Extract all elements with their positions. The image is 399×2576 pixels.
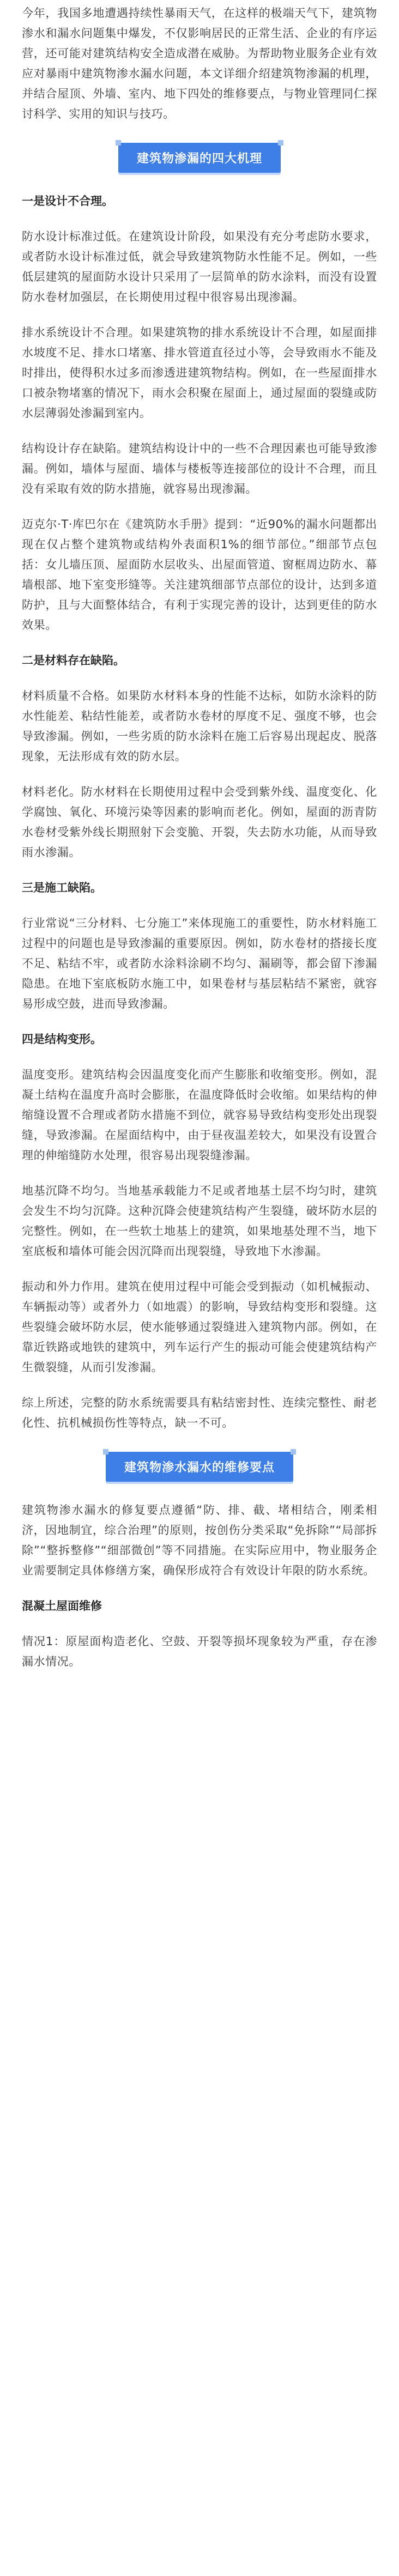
section-banner-repair: [22, 1448, 377, 1485]
subheading-construction: 三是施工缺陷。: [22, 881, 102, 894]
paragraph: 振动和外力作用。建筑在使用过程中可能会受到振动（如机械振动、车辆振动等）或者外力（如地震）的影响，导致结构变形和裂缝。这些裂缝会破坏防水层，使水能够通过裂缝进入建筑物内部。例如，在靠近铁路或地铁的建筑中，列车运行产生的振动可能会使建筑结构产生微裂缝，从而引发渗漏。: [22, 1280, 377, 1374]
paragraph: 地基沉降不均匀。当地基承载能力不足或者地基土层不均匀时，建筑会发生不均匀沉降。这种沉降会使建筑结构产生裂缝，破坏防水层的完整性。例如，在一些软土地基上的建筑，如果地基处理不当，地下室底板和墙体可能会因沉降而出现裂缝，导致地下水渗漏。: [22, 1184, 377, 1258]
paragraph: 温度变形。建筑结构会因温度变化而产生膨胀和收缩变形。例如，混凝土结构在温度升高时会膨胀，在温度降低时会收缩。如果结构的伸缩缝设置不合理或者防水措施不到位，就容易导致结构变形处出现裂缝，导致渗漏。在屋面结构中，由于昼夜温差较大，如果没有设置合理的伸缩缝防水处理，很容易出现裂缝渗漏。: [22, 1068, 377, 1162]
subheading-design: 一是设计不合理。: [22, 195, 113, 208]
paragraph: 材料质量不合格。如果防水材料本身的性能不达标，如防水涂料的防水性能差、粘结性能差，或者防水卷材的厚度不足、强度不够，也会导致渗漏。例如，一些劣质的防水涂料在施工后容易出现起皮、脱落现象，无法形成有效的防水层。: [22, 689, 377, 763]
paragraph: 材料老化。防水材料在长期使用过程中会受到紫外线、温度变化、化学腐蚀、氧化、环境污染等因素的影响而老化。例如，屋面的沥青防水卷材受紫外线长期照射下会变脆、开裂，失去防水功能，从而导致雨水渗漏。: [22, 785, 377, 859]
paragraph: 迈克尔·T·库巴尔在《建筑防水手册》提到：“近90%的漏水问题都出现在仅占整个建筑物或结构外表面积1%的细节部位。”细部节点包括：女儿墙压顶、屋面防水层收头、出屋面管道、窗框周边防水、幕墙根部、地下室变形缝等。关注建筑细部节点部位的设计，达到多道防护，且与大面整体结合，有利于实现完善的设计，达到更佳的防水效果。: [22, 518, 377, 632]
paragraph: 排水系统设计不合理。如果建筑物的排水系统设计不合理，如屋面排水坡度不足、排水口堵塞、排水管道直径过小等，会导致雨水不能及时排出，使得积水过多而渗透进建筑物结构。例如，在一些屋面排水口被杂物堵塞的情况下，雨水会积聚在屋面上，通过屋面的裂缝或防水层薄弱处渗漏到室内。: [22, 326, 377, 420]
section-banner-mechanisms: [22, 140, 377, 176]
paragraph: 行业常说“三分材料、七分施工”来体现施工的重要性，防水材料施工过程中的问题也是导致渗漏的重要原因。例如，防水卷材的搭接长度不足、粘结不牢，或者防水涂料涂刷不均匀、漏刷等，都会留下渗漏隐患。在地下室底板防水施工中，如果卷材与基层粘结不紧密，就容易形成空鼓，进而导致渗漏。: [22, 917, 377, 1010]
subheading-materials: 二是材料存在缺陷。: [22, 654, 125, 667]
intro-paragraph: 今年，我国多地遭遇持续性暴雨天气，在这样的极端天气下，建筑物渗水和漏水问题集中爆发，不仅影响居民的正常生活、企业的有序运营，还可能对建筑结构安全造成潜在威胁。为帮助物业服务企业有效应对暴雨中建筑物渗水漏水问题，本文详细介绍建筑物渗漏的机理，并结合屋顶、外墙、室内、地下四处的维修要点，与物业管理同仁探讨科学、实用的知识与技巧。: [22, 7, 377, 120]
paragraph: 结构设计存在缺陷。建筑结构设计中的一些不合理因素也可能导致渗漏。例如，墙体与屋面、墙体与楼板等连接部位的设计不合理，而且没有采取有效的防水措施，就容易出现渗漏。: [22, 442, 377, 495]
paragraph: 情况1：原屋面构造老化、空鼓、开裂等损坏现象较为严重，存在渗漏水情况。: [22, 1635, 377, 1668]
section-title: 建筑物渗漏的四大机理: [118, 143, 281, 173]
paragraph: 防水设计标准过低。在建筑设计阶段，如果没有充分考虑防水要求，或者防水设计标准过低，就会导致建筑物防水性能不足。例如，一些低层建筑的屋面防水设计只采用了一层简单的防水涂料，而没有设置防水卷材加强层，在长期使用过程中很容易出现渗漏。: [22, 230, 377, 304]
paragraph: 综上所述，完整的防水系统需要具有粘结密封性、连续完整性、耐老化性、抗机械损伤性等特点，缺一不可。: [22, 1396, 377, 1429]
section-title: 建筑物渗水漏水的维修要点: [106, 1452, 293, 1482]
subheading-concrete-roof: 混凝土屋面维修: [22, 1599, 102, 1613]
subheading-deformation: 四是结构变形。: [22, 1033, 102, 1046]
paragraph: 建筑物渗水漏水的修复要点遵循“防、排、截、堵相结合，刚柔相济，因地制宜，综合治理”的原则，按创伤分类采取“免拆除”“局部拆除”“整拆整修”“细部微创”等不同措施。在实际应用中，物业服务企业需要制定具体修缮方案，确保形成符合有效设计年限的防水系统。: [22, 1504, 377, 1577]
